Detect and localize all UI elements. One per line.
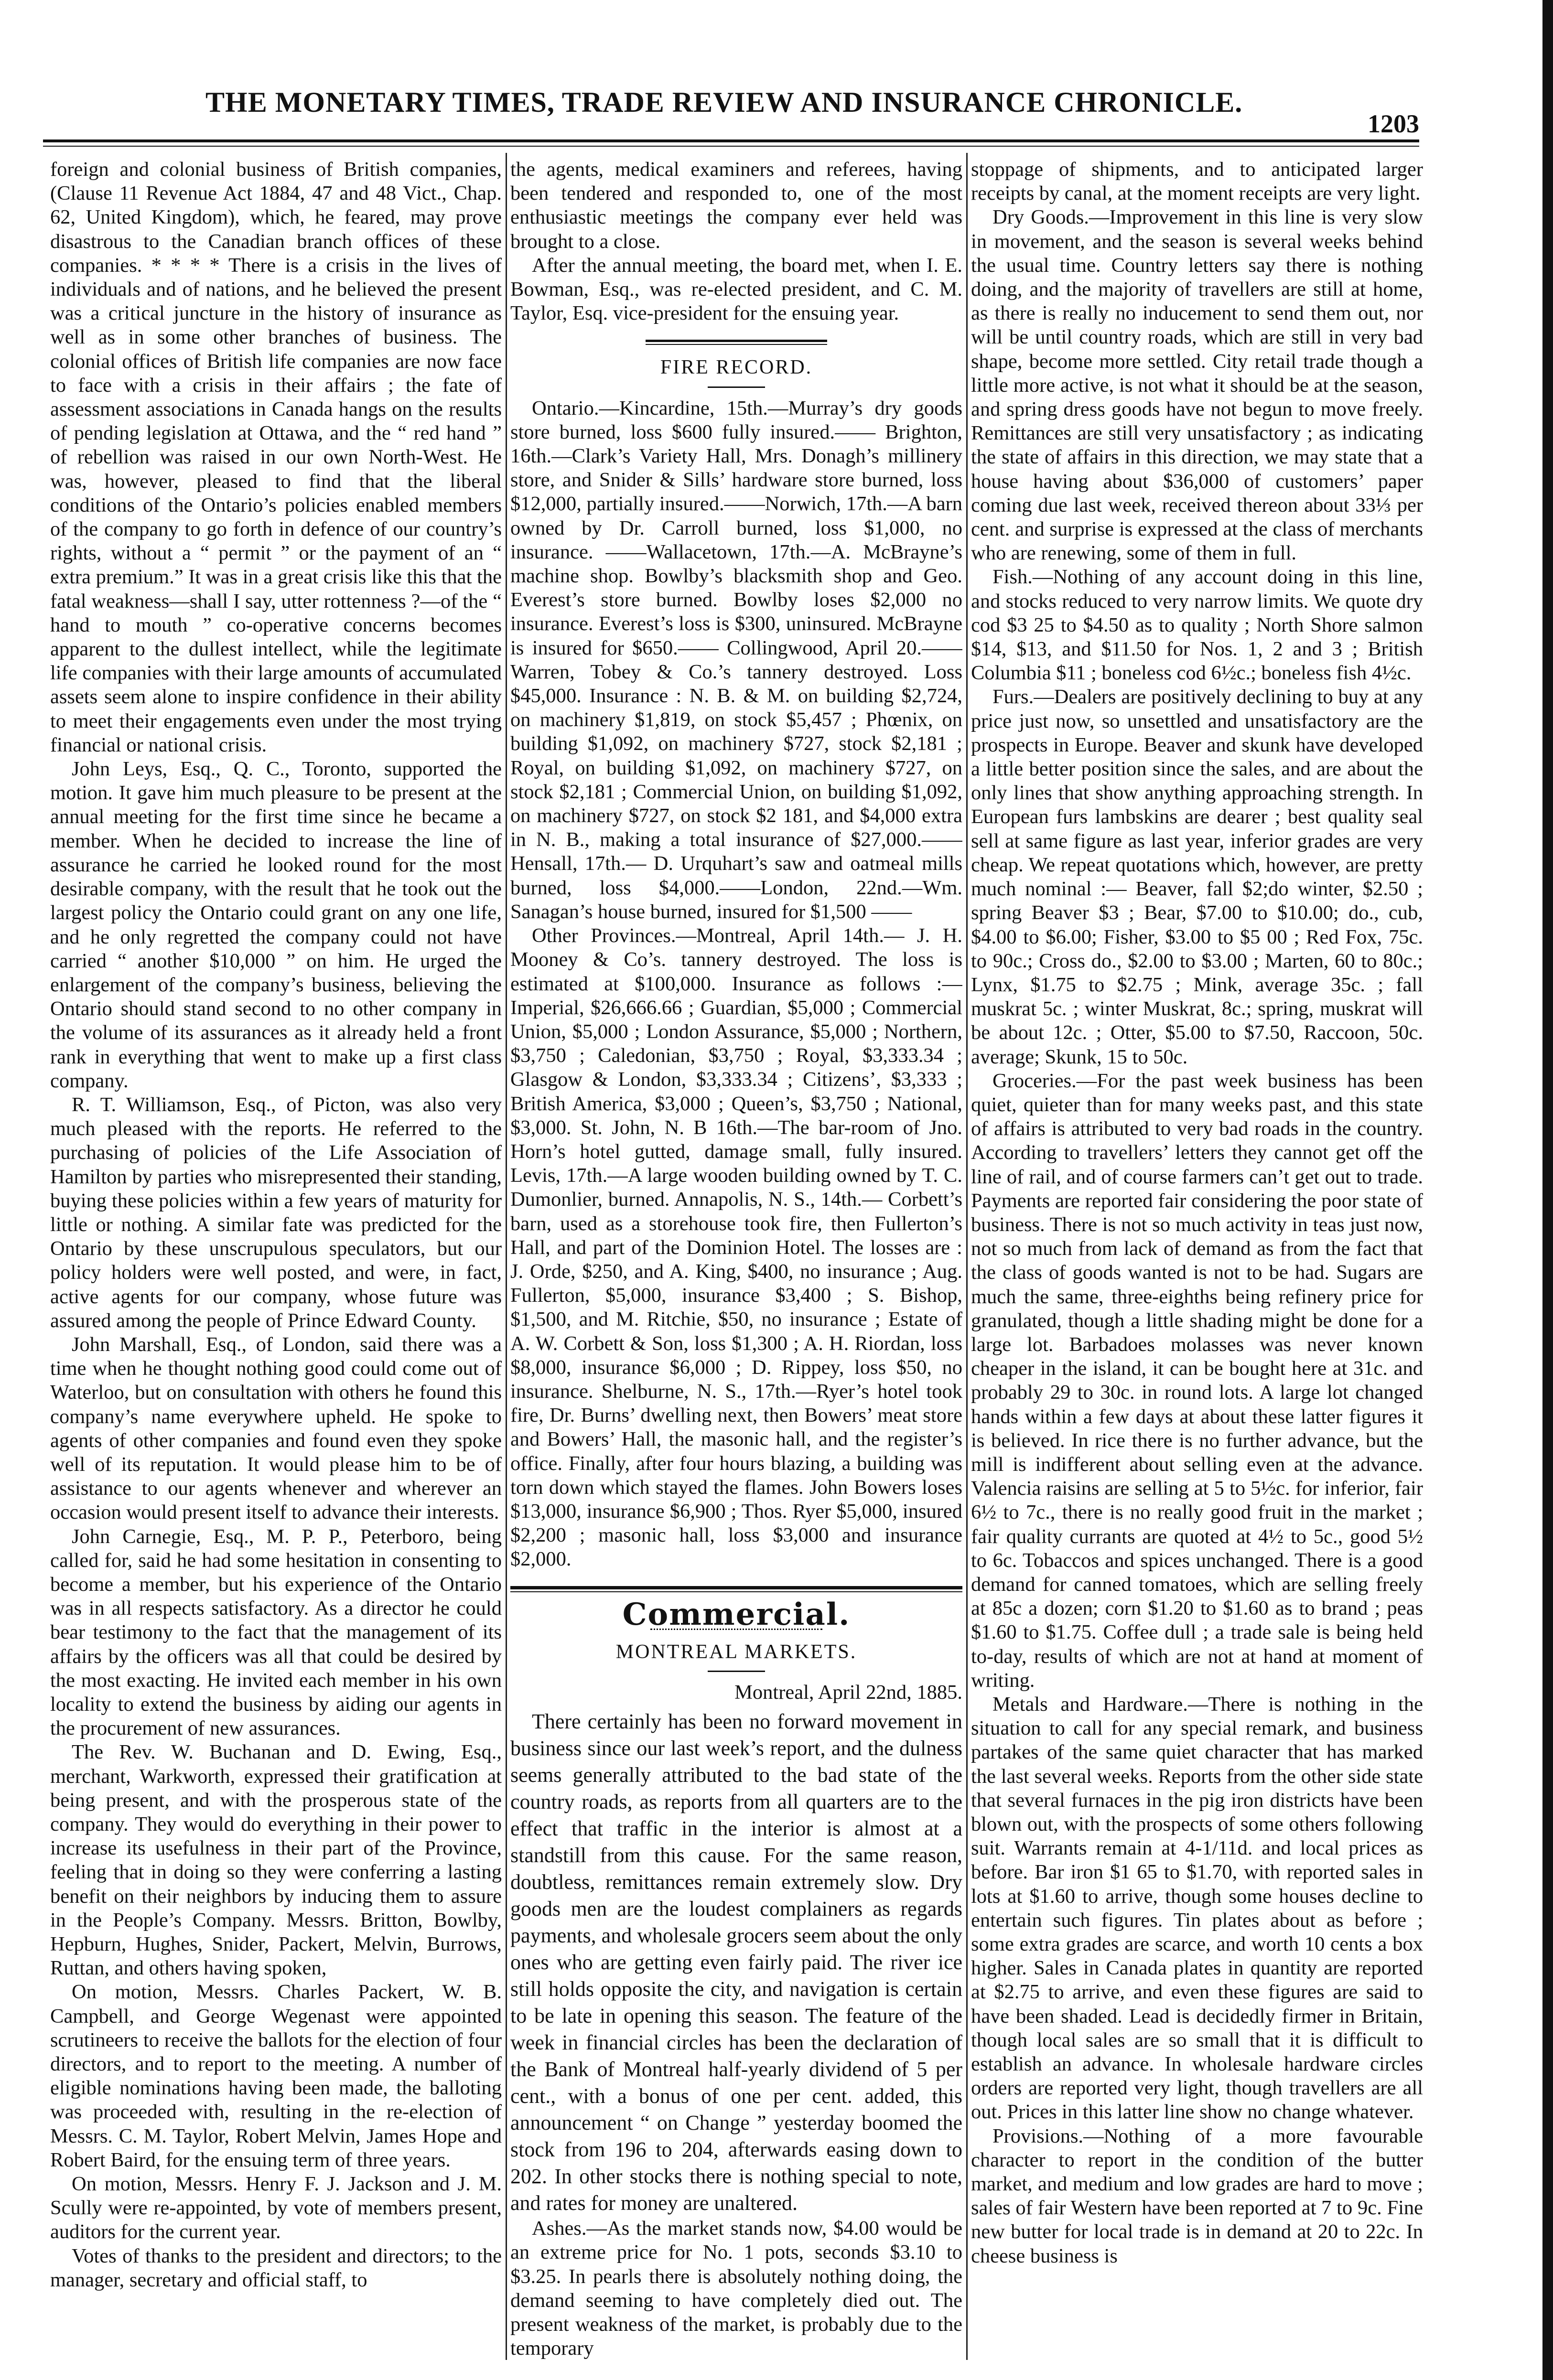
commercial-heading: Commercial. [622, 1596, 851, 1632]
paragraph: After the annual meeting, the board met, when I. E. Bowman, Esq., was re-elected president, and C. M. Taylor, Esq. vice-president for the ensuing year. [510, 254, 962, 325]
column-3 [971, 158, 1423, 2360]
montreal-markets-heading: MONTREAL MARKETS. [615, 1640, 857, 1663]
paragraph-groceries: Groceries.—For the past week business has been quiet, quieter than for many weeks past, and this state of affairs is attributed to very bad roads in the country. According to travellers’ letters they cannot get off the line of rail, and of course farmers can’t get out to trade. Payments are reported fair considering the poor state of business. There is not so much activity in teas just now, not so much from lack of demand as from the fact that the class of goods wanted is not to be had. Sugars are much the same, three-eighths being refinery price for granulated, though a little shading might be done for a large lot. Barbadoes molasses was never known cheaper in the island, it can be bought here at 31c. and probably 29 to 30c. in round lots. A large lot changed hands within a few days at about these latter figures it is believed. In rice there is no further advance, but the mill is indifferent about selling even at the advance. Valencia raisins are selling at 5 to 5½c. for inferior, fair 6½ to 7c., there is no really good fruit in the market ; fair quality currants are quoted at 4½ to 5c., good 5½ to 6c. Tobaccos and spices unchanged. There is a good demand for canned tomatoes, which are selling freely at 85c a dozen; corn $1.20 to $1.60 as to brand ; peas $1.60 to $1.75. Coffee dull ; a trade sale is being held to-day, results of which are not at hand at moment of writing. [971, 1069, 1423, 1692]
paragraph-metals-hardware: Metals and Hardware.—There is nothing in the situation to call for any special remark, and business partakes of the same quiet character that has marked the last several weeks. Reports from the other side state that several furnaces in the pig iron districts have been blown out, with the prospects of some others following suit. Warrants remain at 4-1/11d. and local prices as before. Bar iron $1 65 to $1.70, with reported sales in lots at $1.60 to arrive, though some houses decline to entertain such figures. Tin plates about as before ; some extra grades are scarce, and worth 10 cents a box higher. Sales in Canada plates in quantity are reported at $2.75 to arrive, and even these figures are said to have been shaded. Lead is decidedly firmer in Britain, though local sales are so small that it is difficult to establish an advance. In wholesale hardware circles orders are reported very light, though travellers are all out. Prices in this latter line show no change whatever. [971, 1693, 1423, 2123]
paragraph: On motion, Messrs. Charles Packert, W. B. Campbell, and George Wegenast were appointed scrutineers to receive the ballots for the election of four directors, and to report to the meeting. A number of eligible nominations having been made, the balloting was proceeded with, resulting in the re-election of Messrs. C. M. Taylor, Robert Melvin, James Hope and Robert Baird, for the ensuing term of three years. [50, 1981, 502, 2171]
column-divider [966, 153, 968, 2360]
column-2 [510, 158, 962, 2360]
fire-record-heading: FIRE RECORD. [660, 356, 813, 379]
section-rule [510, 1586, 962, 1589]
paragraph: the agents, medical examiners and referees, having been tendered and responded to, one of the most enthusiastic meetings the company ever held was brought to a close. [510, 158, 962, 253]
scan-edge [1542, 0, 1553, 2380]
paragraph: On motion, Messrs. Henry F. J. Jackson and J. M. Scully were re-appointed, by vote of members present, auditors for the current year. [50, 2173, 502, 2243]
paragraph: John Marshall, Esq., of London, said there was a time when he thought nothing good could come out of Waterloo, but on consultation with others he found this company’s name everywhere upheld. He spoke to agents of other companies and found even they spoke well of its reputation. It would please him to be of assistance to our agents whenever and wherever an occasion would present itself to advance their interests. [50, 1333, 502, 1524]
column-1 [50, 158, 502, 2360]
section-rule [646, 340, 827, 342]
markets-body [510, 1708, 962, 2217]
paragraph: There certainly has been no forward movement in business since our last week’s report, and the dulness seems generally attributed to the bad state of the country roads, as reports from all quarters are to the effect that traffic in the interior is almost at a standstill from this cause. For the same reason, doubtless, remittances remain extremely slow. Dry goods men are the loudest complainers as regards payments, and wholesale grocers seem about the only ones who are getting even fairly paid. The river ice still holds opposite the city, and navigation is certain to be late in opening this season. The feature of the week in financial circles has been the declaration of the Bank of Montreal half-yearly dividend of 5 per cent., with a bonus of one per cent. added, this announcement “ on Change ” yesterday boomed the stock from 196 to 204, afterwards easing down to 202. In other stocks there is nothing special to note, and rates for money are unaltered. [510, 1710, 962, 2215]
dateline: Montreal, April 22nd, 1885. [734, 1681, 962, 1704]
heading-rule [708, 1671, 765, 1672]
paragraph: Votes of thanks to the president and directors; to the manager, secretary and official staff, to [50, 2244, 502, 2291]
heading-rule [708, 386, 765, 388]
paragraph: The Rev. W. Buchanan and D. Ewing, Esq., merchant, Warkworth, expressed their gratification at being present, and with the prosperous state of the company. They would do everything in their power to increase its usefulness in their part of the Province, feeling that in doing so they were conferring a lasting benefit on their neighbors by inducing them to assure in the People’s Company. Messrs. Britton, Bowlby, Hepburn, Hughes, Snider, Packert, Melvin, Burrows, Ruttan, and others having spoken, [50, 1741, 502, 1980]
page-number: 1203 [1368, 109, 1419, 138]
paragraph-dry-goods: Dry Goods.—Improvement in this line is very slow in movement, and the season is several weeks behind the usual time. Country letters say there is nothing doing, and the majority of travellers are still at home, as there is really no inducement to send them out, nor will be until country roads, which are still in very bad shape, become more settled. City retail trade though a little more active, is not what it should be at the season, and spring dress goods have not begun to move freely. Remittances are still very unsatisfactory ; as indicating the state of affairs in this direction, we may state that a house having about $36,000 of customers’ paper coming due last week, received thereon about 33⅓ per cent. and surprise is expressed at the class of merchants who are renewing, some of them in full. [971, 206, 1423, 565]
publication-title: THE MONETARY TIMES, TRADE REVIEW AND INSURANCE CHRONICLE. [205, 86, 1243, 118]
column-divider [506, 153, 507, 2360]
fire-record-ontario: Ontario.—Kincardine, 15th.—Murray’s dry goods store burned, loss $600 fully insured.—— Brighton, 16th.—Clark’s Variety Hall, Mrs. Donagh’s millinery store, and Snider & Sills’ hardware store burned, loss $12,000, partially insured.——Norwich, 17th.—A barn owned by Dr. Carroll burned, loss $1,000, no insurance. ——Wallacetown, 17th.—A. McBrayne’s machine shop. Bowlby’s blacksmith shop and Geo. Everest’s store burned. Bowlby loses $2,000 no insurance. Everest’s loss is $300, uninsured. McBrayne is insured for $650.—— Collingwood, April 20.——Warren, Tobey & Co.’s tannery destroyed. Loss $45,000. Insurance : N. B. & M. on building $2,724, on machinery $1,819, on stock $5,457 ; Phœnix, on building $1,092, on machinery $727, stock $2,181 ; Royal, on building $1,092, on machinery $727, on stock $2,181 ; Commercial Union, on building $1,092, on machinery $727, on stock $2 181, and $4,000 extra in N. B., making a total insurance of $27,000.——Hensall, 17th.— D. Urquhart’s saw and oatmeal mills burned, loss $4,000.——London, 22nd.—Wm. Sanagan’s house burned, insured for $1,500 —— [510, 397, 962, 923]
paragraph-furs: Furs.—Dealers are positively declining to buy at any price just now, so unsettled and unsatisfactory are the prospects in Europe. Beaver and skunk have developed a little better position since the sales, and are about the only lines that show anything approaching strength. In European furs lambskins are dearer ; best quality seal sell at same figure as last year, inferior grades are very cheap. We repeat quotations which, however, are pretty much nominal :— Beaver, fall $2;do winter, $2.50 ; spring Beaver $3 ; Bear, $7.00 to $10.00; do., cub, $4.00 to $6.00; Fisher, $3.00 to $5 00 ; Red Fox, 75c. to 90c.; Cross do., $2.00 to $3.00 ; Marten, 60 to 80c.; Lynx, $1.75 to $2.75 ; Mink, average 35c. ; fall muskrat 5c. ; winter Muskrat, 8c.; spring, muskrat will be about 12c. ; Otter, $5.00 to $7.50, Raccoon, 50c. average; Skunk, 15 to 50c. [971, 686, 1423, 1068]
paragraph: stoppage of shipments, and to anticipated larger receipts by canal, at the moment receipts are very light. [971, 158, 1423, 205]
section-rule-thin [646, 344, 827, 345]
paragraph: foreign and colonial business of British companies, (Clause 11 Revenue Act 1884, 47 and 48 Vict., Chap. 62, United Kingdom), which, he feared, may prove disastrous to the Canadian branch offices of these companies. * * * * There is a crisis in the lives of individuals and of nations, and he believed the present was a critical juncture in the history of insurance as well as in some other branches of business. The colonial offices of British life companies are now face to face with a crisis in their affairs ; the fate of assessment associations in Canada hangs on the results of pending legislation at Ottawa, and the “ red hand ” of rebellion was raised in our own North-West. He was, however, pleased to find that the liberal conditions of the Ontario’s policies enabled members of the company to go forth in defence of our country’s rights, without a “ permit ” or the payment of an “ extra premium.” It was in a great crisis like this that the fatal weakness—shall I say, utter rottenness ?—of the “ hand to mouth ” co-operative concerns becomes apparent to the dullest intellect, while the legitimate life companies with their large amounts of accumulated assets seem alone to inspire confidence in their ability to meet their engagements even under the most trying financial or national crisis. [50, 158, 502, 756]
fire-record-other-provinces: Other Provinces.—Montreal, April 14th.— J. H. Mooney & Co’s. tannery destroyed. The loss is estimated at $100,000. Insurance as follows :—Imperial, $26,666.66 ; Guardian, $5,000 ; Commercial Union, $5,000 ; London Assurance, $5,000 ; Northern, $3,750 ; Caledonian, $3,750 ; Royal, $3,333.34 ; Glasgow & London, $3,333.34 ; Citizens’, $3,333 ; British America, $3,000 ; Queen’s, $3,750 ; National, $3,000. St. John, N. B 16th.—The bar-room of Jno. Horn’s hotel gutted, damage small, fully insured. Levis, 17th.—A large wooden building owned by T. C. Dumonlier, burned. Annapolis, N. S., 14th.— Corbett’s barn, used as a storehouse took fire, then Fullerton’s Hall, and part of the Dominion Hotel. The losses are : J. Orde, $250, and A. King, $400, no insurance ; Aug. Fullerton, $5,000, insurance $3,400 ; S. Bishop, $1,500, and M. Ritchie, $50, no insurance ; Estate of A. W. Corbett & Son, loss $1,300 ; A. H. Riordan, loss $8,000, insurance $6,000 ; D. Rippey, loss $50, no insurance. Shelburne, N. S., 17th.—Ryer’s hotel took fire, Dr. Burns’ dwelling next, then Bowers’ meat store and Bowers’ Hall, the masonic hall, and the register’s office. Finally, after four hours blazing, a building was torn down which stayed the flames. John Bowers loses $13,000, insurance $6,900 ; Thos. Ryer $5,000, insured $2,200 ; masonic hall, loss $3,000 and insurance $2,000. [510, 924, 962, 1571]
paragraph: John Leys, Esq., Q. C., Toronto, supported the motion. It gave him much pleasure to be present at the annual meeting for the first time since he became a member. When he decided to increase the line of assurance he carried he looked round for the most desirable company, with the result that he took out the largest policy the Ontario could grant on any one life, and he only regretted the company could not have carried “ another $10,000 ” on him. He urged the enlargement of the company’s business, believing the Ontario should stand second to no other company in the volume of its assurances as it already held a front rank in everything that went to make up a first class company. [50, 758, 502, 1092]
paragraph: John Carnegie, Esq., M. P. P., Peterboro, being called for, said he had some hesitation in consenting to become a member, but his experience of the Ontario was in all respects satisfactory. As a director he could bear testimony to the fact that the management of its affairs by the officers was all that could be desired by the most exacting. He invited each member in his own locality to extend the business by aiding our agents in the procurement of new assurances. [50, 1525, 502, 1740]
header-rule-thin [43, 146, 1419, 147]
paragraph-provisions: Provisions.—Nothing of a more favourable character to report in the condition of the butter market, and medium and low grades are hard to move ; sales of fair Western have been reported at 7 to 9c. Fine new butter for local trade is in demand at 20 to 22c. In cheese business is [971, 2124, 1423, 2267]
paragraph-ashes: Ashes.—As the market stands now, $4.00 would be an extreme price for No. 1 pots, seconds $3.10 to $3.25. In pearls there is absolutely nothing doing, the demand seeming to have completely died out. The present weakness of the market, is probably due to the temporary [510, 2217, 962, 2360]
paragraph-fish: Fish.—Nothing of any account doing in this line, and stocks reduced to very narrow limits. We quote dry cod $3 25 to $4.50 as to quality ; North Shore salmon $14, $13, and $11.50 for Nos. 1, 2 and 3 ; British Columbia $11 ; boneless cod 6½c.; boneless fish 4½c. [971, 566, 1423, 685]
header-rule [43, 139, 1419, 142]
paragraph: R. T. Williamson, Esq., of Picton, was also very much pleased with the reports. He referred to the purchasing of policies of the Life Association of Hamilton by parties who misrepresented their standing, buying these policies within a few years of maturity for little or nothing. A similar fate was predicted for the Ontario by these unscrupulous speculators, but our policy holders were well posted, and were, in fact, active agents for our company, whose future was assured among the people of Prince Edward County. [50, 1093, 502, 1332]
section-rule-thin [510, 1591, 962, 1592]
